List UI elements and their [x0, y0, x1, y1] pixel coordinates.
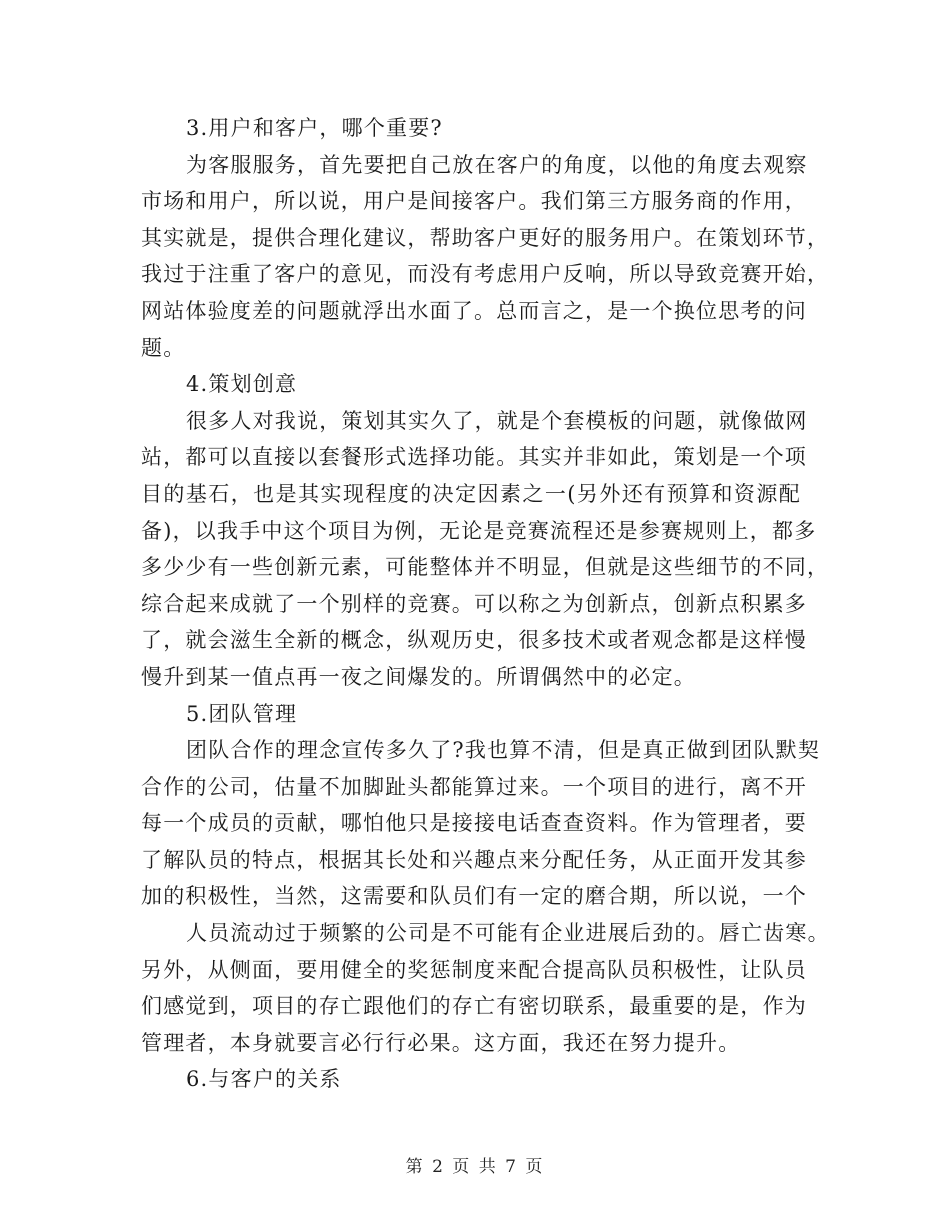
paragraph-line: 目的基石，也是其实现程度的决定因素之一(另外还有预算和资源配 — [141, 481, 801, 506]
section-heading-3: 3.用户和客户，哪个重要? — [186, 116, 443, 140]
paragraph-line: 其实就是，提供合理化建议，帮助客户更好的服务用户。在策划环节， — [141, 225, 830, 250]
paragraph-line: 了解队员的特点，根据其长处和兴趣点来分配任务，从正面开发其参 — [141, 847, 807, 872]
paragraph-line: 很多人对我说，策划其实久了，就是个套模板的问题，就像做网 — [186, 408, 808, 433]
paragraph-line: 了，就会滋生全新的概念，纵观历史，很多技术或者观念都是这样慢 — [141, 628, 807, 653]
paragraph-line: 另外，从侧面，要用健全的奖惩制度来配合提高队员积极性，让队员 — [141, 957, 807, 982]
paragraph-line: 市场和用户，所以说，用户是间接客户。我们第三方服务商的作用， — [141, 189, 807, 214]
paragraph-line: 慢升到某一值点再一夜之间爆发的。所谓偶然中的必定。 — [141, 664, 696, 689]
paragraph-line: 为客服服务，首先要把自己放在客户的角度，以他的角度去观察 — [186, 152, 808, 177]
paragraph-line: 加的积极性，当然，这需要和队员们有一定的磨合期，所以说，一个 — [141, 884, 807, 909]
paragraph-line: 人员流动过于频繁的公司是不可能有企业进展后劲的。唇亡齿寒。 — [186, 921, 830, 946]
paragraph-line: 合作的公司，估量不加脚趾头都能算过来。一个项目的进行，离不开 — [141, 774, 807, 799]
paragraph-line: 多少少有一些创新元素，可能整体并不明显，但就是这些细节的不同， — [141, 555, 830, 580]
paragraph-line: 站，都可以直接以套餐形式选择功能。其实并非如此，策划是一个项 — [141, 445, 807, 470]
paragraph-line: 团队合作的理念宣传多久了?我也算不清，但是真正做到团队默契 — [186, 738, 821, 763]
paragraph-line: 每一个成员的贡献，哪怕他只是接接电话查查资料。作为管理者，要 — [141, 811, 807, 836]
paragraph-line: 管理者，本身就要言必行行必果。这方面，我还在努力提升。 — [141, 1030, 741, 1055]
page-number-footer: 第 2 页 共 7 页 — [405, 1157, 545, 1177]
paragraph-line: 们感觉到，项目的存亡跟他们的存亡有密切联系，最重要的是，作为 — [141, 994, 807, 1019]
document-body — [141, 110, 830, 1098]
section-heading-6: 6.与客户的关系 — [186, 1067, 342, 1092]
section-heading-4: 4.策划创意 — [186, 372, 298, 397]
paragraph-line: 综合起来成就了一个别样的竞赛。可以称之为创新点，创新点积累多 — [141, 591, 807, 616]
paragraph-line: 题。 — [141, 335, 186, 360]
section-heading-5: 5.团队管理 — [186, 701, 298, 726]
paragraph-line: 网站体验度差的问题就浮出水面了。总而言之，是一个换位思考的问 — [141, 298, 807, 323]
paragraph-line: 我过于注重了客户的意见，而没有考虑用户反响，所以导致竞赛开始， — [141, 262, 830, 287]
paragraph-line: 备)，以我手中这个项目为例，无论是竞赛流程还是参赛规则上，都多 — [141, 518, 817, 543]
